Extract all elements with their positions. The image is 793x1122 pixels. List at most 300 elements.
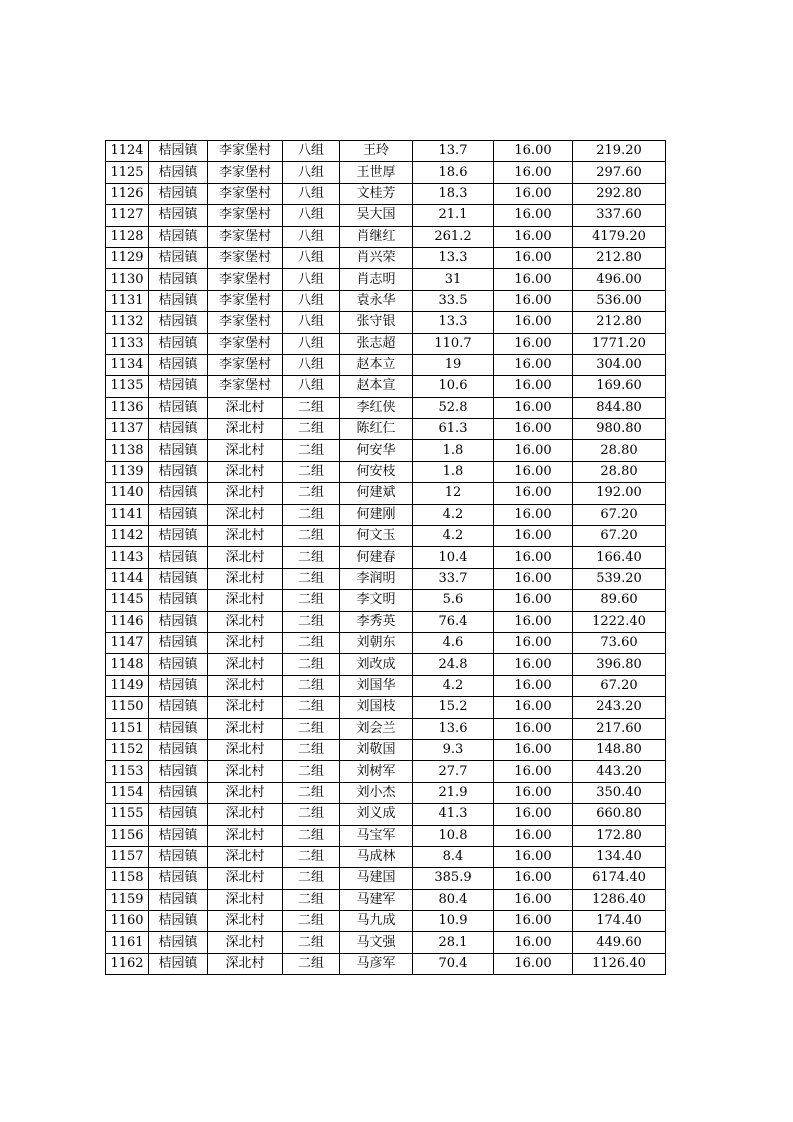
price-cell: 16.00 [494,526,573,547]
price-cell: 16.00 [494,483,573,504]
town-cell: 桔园镇 [149,889,208,910]
amount-cell: 1771.20 [573,333,666,354]
area-cell: 13.3 [413,247,494,268]
area-cell: 28.1 [413,932,494,953]
group-cell: 二组 [283,632,340,653]
table-row [106,675,666,696]
price-cell: 16.00 [494,932,573,953]
name-cell: 陈红仁 [340,419,413,440]
price-cell: 16.00 [494,290,573,311]
subsidy-table [105,140,666,975]
row-number: 1149 [106,675,149,696]
group-cell: 二组 [283,568,340,589]
village-cell: 李家堡村 [208,290,283,311]
area-cell: 385.9 [413,868,494,889]
group-cell: 二组 [283,889,340,910]
name-cell: 何建刚 [340,504,413,525]
price-cell: 16.00 [494,654,573,675]
row-number: 1162 [106,953,149,974]
price-cell: 16.00 [494,590,573,611]
group-cell: 二组 [283,611,340,632]
area-cell: 4.2 [413,504,494,525]
row-number: 1127 [106,205,149,226]
name-cell: 张守银 [340,312,413,333]
amount-cell: 219.20 [573,141,666,162]
group-cell: 八组 [283,312,340,333]
name-cell: 肖兴荣 [340,247,413,268]
group-cell: 二组 [283,461,340,482]
village-cell: 深北村 [208,718,283,739]
amount-cell: 350.40 [573,782,666,803]
table-row [106,205,666,226]
name-cell: 李秀英 [340,611,413,632]
group-cell: 二组 [283,504,340,525]
row-number: 1147 [106,632,149,653]
row-number: 1137 [106,419,149,440]
price-cell: 16.00 [494,568,573,589]
group-cell: 二组 [283,697,340,718]
group-cell: 二组 [283,483,340,504]
amount-cell: 539.20 [573,568,666,589]
table-row [106,761,666,782]
price-cell: 16.00 [494,183,573,204]
group-cell: 二组 [283,419,340,440]
amount-cell: 169.60 [573,376,666,397]
price-cell: 16.00 [494,205,573,226]
row-number: 1155 [106,804,149,825]
town-cell: 桔园镇 [149,333,208,354]
price-cell: 16.00 [494,953,573,974]
table-row [106,654,666,675]
area-cell: 10.6 [413,376,494,397]
village-cell: 深北村 [208,697,283,718]
price-cell: 16.00 [494,162,573,183]
amount-cell: 134.40 [573,846,666,867]
town-cell: 桔园镇 [149,269,208,290]
name-cell: 马建国 [340,868,413,889]
row-number: 1153 [106,761,149,782]
town-cell: 桔园镇 [149,868,208,889]
amount-cell: 28.80 [573,461,666,482]
table-row [106,526,666,547]
table-row [106,397,666,418]
price-cell: 16.00 [494,739,573,760]
group-cell: 八组 [283,141,340,162]
price-cell: 16.00 [494,461,573,482]
group-cell: 二组 [283,590,340,611]
area-cell: 31 [413,269,494,290]
village-cell: 深北村 [208,397,283,418]
row-number: 1144 [106,568,149,589]
row-number: 1154 [106,782,149,803]
table-row [106,440,666,461]
amount-cell: 4179.20 [573,226,666,247]
village-cell: 深北村 [208,911,283,932]
row-number: 1157 [106,846,149,867]
table-row [106,141,666,162]
area-cell: 80.4 [413,889,494,910]
table-row [106,483,666,504]
price-cell: 16.00 [494,504,573,525]
village-cell: 深北村 [208,461,283,482]
name-cell: 何安枝 [340,461,413,482]
group-cell: 二组 [283,868,340,889]
village-cell: 李家堡村 [208,269,283,290]
town-cell: 桔园镇 [149,247,208,268]
town-cell: 桔园镇 [149,483,208,504]
table-row [106,804,666,825]
table-row [106,782,666,803]
amount-cell: 396.80 [573,654,666,675]
price-cell: 16.00 [494,761,573,782]
table-row [106,697,666,718]
price-cell: 16.00 [494,547,573,568]
area-cell: 13.7 [413,141,494,162]
table-row [106,889,666,910]
row-number: 1125 [106,162,149,183]
town-cell: 桔园镇 [149,697,208,718]
amount-cell: 337.60 [573,205,666,226]
row-number: 1129 [106,247,149,268]
group-cell: 二组 [283,440,340,461]
table-row [106,354,666,375]
amount-cell: 1222.40 [573,611,666,632]
price-cell: 16.00 [494,846,573,867]
price-cell: 16.00 [494,397,573,418]
price-cell: 16.00 [494,825,573,846]
row-number: 1142 [106,526,149,547]
town-cell: 桔园镇 [149,504,208,525]
table-row [106,269,666,290]
town-cell: 桔园镇 [149,312,208,333]
name-cell: 马宝军 [340,825,413,846]
group-cell: 二组 [283,846,340,867]
group-cell: 八组 [283,183,340,204]
row-number: 1131 [106,290,149,311]
village-cell: 深北村 [208,675,283,696]
group-cell: 二组 [283,825,340,846]
area-cell: 21.9 [413,782,494,803]
group-cell: 二组 [283,911,340,932]
town-cell: 桔园镇 [149,397,208,418]
village-cell: 深北村 [208,440,283,461]
name-cell: 刘会兰 [340,718,413,739]
area-cell: 19 [413,354,494,375]
group-cell: 八组 [283,290,340,311]
table-row [106,590,666,611]
area-cell: 76.4 [413,611,494,632]
group-cell: 八组 [283,247,340,268]
amount-cell: 844.80 [573,397,666,418]
village-cell: 深北村 [208,868,283,889]
area-cell: 24.8 [413,654,494,675]
table-row [106,932,666,953]
area-cell: 27.7 [413,761,494,782]
amount-cell: 212.80 [573,247,666,268]
price-cell: 16.00 [494,312,573,333]
amount-cell: 660.80 [573,804,666,825]
price-cell: 16.00 [494,141,573,162]
amount-cell: 174.40 [573,911,666,932]
amount-cell: 166.40 [573,547,666,568]
row-number: 1133 [106,333,149,354]
row-number: 1139 [106,461,149,482]
row-number: 1130 [106,269,149,290]
village-cell: 深北村 [208,761,283,782]
group-cell: 二组 [283,953,340,974]
row-number: 1160 [106,911,149,932]
town-cell: 桔园镇 [149,547,208,568]
group-cell: 二组 [283,932,340,953]
amount-cell: 148.80 [573,739,666,760]
row-number: 1150 [106,697,149,718]
amount-cell: 67.20 [573,675,666,696]
row-number: 1152 [106,739,149,760]
price-cell: 16.00 [494,675,573,696]
name-cell: 肖志明 [340,269,413,290]
area-cell: 15.2 [413,697,494,718]
row-number: 1158 [106,868,149,889]
table-row [106,718,666,739]
village-cell: 李家堡村 [208,226,283,247]
row-number: 1161 [106,932,149,953]
village-cell: 李家堡村 [208,376,283,397]
group-cell: 八组 [283,376,340,397]
amount-cell: 1126.40 [573,953,666,974]
village-cell: 李家堡村 [208,141,283,162]
row-number: 1141 [106,504,149,525]
group-cell: 二组 [283,397,340,418]
town-cell: 桔园镇 [149,162,208,183]
village-cell: 深北村 [208,632,283,653]
town-cell: 桔园镇 [149,911,208,932]
name-cell: 何建春 [340,547,413,568]
table-row [106,290,666,311]
table-row [106,419,666,440]
row-number: 1128 [106,226,149,247]
group-cell: 二组 [283,804,340,825]
name-cell: 马建军 [340,889,413,910]
village-cell: 深北村 [208,782,283,803]
amount-cell: 536.00 [573,290,666,311]
name-cell: 刘敬国 [340,739,413,760]
group-cell: 八组 [283,162,340,183]
group-cell: 二组 [283,739,340,760]
area-cell: 12 [413,483,494,504]
price-cell: 16.00 [494,804,573,825]
group-cell: 八组 [283,205,340,226]
group-cell: 八组 [283,333,340,354]
town-cell: 桔园镇 [149,932,208,953]
village-cell: 深北村 [208,590,283,611]
table-row [106,226,666,247]
table-row [106,953,666,974]
town-cell: 桔园镇 [149,739,208,760]
name-cell: 何建斌 [340,483,413,504]
group-cell: 二组 [283,526,340,547]
area-cell: 5.6 [413,590,494,611]
area-cell: 10.4 [413,547,494,568]
area-cell: 4.2 [413,675,494,696]
amount-cell: 292.80 [573,183,666,204]
name-cell: 王玲 [340,141,413,162]
name-cell: 何安华 [340,440,413,461]
village-cell: 深北村 [208,889,283,910]
town-cell: 桔园镇 [149,419,208,440]
area-cell: 10.9 [413,911,494,932]
amount-cell: 6174.40 [573,868,666,889]
area-cell: 110.7 [413,333,494,354]
town-cell: 桔园镇 [149,440,208,461]
area-cell: 52.8 [413,397,494,418]
town-cell: 桔园镇 [149,354,208,375]
table-row [106,611,666,632]
row-number: 1145 [106,590,149,611]
area-cell: 1.8 [413,461,494,482]
row-number: 1156 [106,825,149,846]
amount-cell: 443.20 [573,761,666,782]
village-cell: 深北村 [208,526,283,547]
village-cell: 深北村 [208,654,283,675]
table-row [106,911,666,932]
town-cell: 桔园镇 [149,825,208,846]
price-cell: 16.00 [494,247,573,268]
name-cell: 李润明 [340,568,413,589]
row-number: 1138 [106,440,149,461]
name-cell: 刘国枝 [340,697,413,718]
area-cell: 9.3 [413,739,494,760]
name-cell: 刘改成 [340,654,413,675]
price-cell: 16.00 [494,889,573,910]
row-number: 1146 [106,611,149,632]
price-cell: 16.00 [494,376,573,397]
village-cell: 深北村 [208,846,283,867]
amount-cell: 980.80 [573,419,666,440]
group-cell: 二组 [283,718,340,739]
village-cell: 深北村 [208,611,283,632]
area-cell: 41.3 [413,804,494,825]
price-cell: 16.00 [494,911,573,932]
row-number: 1124 [106,141,149,162]
village-cell: 深北村 [208,953,283,974]
amount-cell: 89.60 [573,590,666,611]
name-cell: 赵本宣 [340,376,413,397]
amount-cell: 192.00 [573,483,666,504]
town-cell: 桔园镇 [149,611,208,632]
amount-cell: 67.20 [573,504,666,525]
row-number: 1140 [106,483,149,504]
name-cell: 刘小杰 [340,782,413,803]
group-cell: 二组 [283,654,340,675]
amount-cell: 73.60 [573,632,666,653]
village-cell: 李家堡村 [208,354,283,375]
amount-cell: 28.80 [573,440,666,461]
town-cell: 桔园镇 [149,590,208,611]
area-cell: 4.2 [413,526,494,547]
price-cell: 16.00 [494,868,573,889]
area-cell: 18.3 [413,183,494,204]
price-cell: 16.00 [494,782,573,803]
group-cell: 八组 [283,269,340,290]
table-row [106,183,666,204]
town-cell: 桔园镇 [149,953,208,974]
name-cell: 袁永华 [340,290,413,311]
row-number: 1151 [106,718,149,739]
area-cell: 61.3 [413,419,494,440]
name-cell: 肖继红 [340,226,413,247]
town-cell: 桔园镇 [149,632,208,653]
village-cell: 李家堡村 [208,333,283,354]
name-cell: 王世厚 [340,162,413,183]
price-cell: 16.00 [494,333,573,354]
town-cell: 桔园镇 [149,718,208,739]
town-cell: 桔园镇 [149,141,208,162]
row-number: 1136 [106,397,149,418]
village-cell: 深北村 [208,547,283,568]
row-number: 1132 [106,312,149,333]
table-row [106,312,666,333]
area-cell: 10.8 [413,825,494,846]
row-number: 1126 [106,183,149,204]
town-cell: 桔园镇 [149,526,208,547]
table-row [106,825,666,846]
amount-cell: 297.60 [573,162,666,183]
name-cell: 刘树军 [340,761,413,782]
village-cell: 深北村 [208,804,283,825]
town-cell: 桔园镇 [149,461,208,482]
name-cell: 张志超 [340,333,413,354]
price-cell: 16.00 [494,440,573,461]
town-cell: 桔园镇 [149,782,208,803]
name-cell: 赵本立 [340,354,413,375]
amount-cell: 496.00 [573,269,666,290]
price-cell: 16.00 [494,697,573,718]
table-body [106,141,666,975]
village-cell: 深北村 [208,739,283,760]
price-cell: 16.00 [494,718,573,739]
town-cell: 桔园镇 [149,205,208,226]
name-cell: 李红侠 [340,397,413,418]
name-cell: 马文强 [340,932,413,953]
town-cell: 桔园镇 [149,675,208,696]
village-cell: 深北村 [208,932,283,953]
row-number: 1143 [106,547,149,568]
row-number: 1135 [106,376,149,397]
group-cell: 二组 [283,547,340,568]
group-cell: 二组 [283,782,340,803]
amount-cell: 172.80 [573,825,666,846]
amount-cell: 217.60 [573,718,666,739]
table-row [106,461,666,482]
town-cell: 桔园镇 [149,290,208,311]
amount-cell: 1286.40 [573,889,666,910]
name-cell: 李文明 [340,590,413,611]
area-cell: 261.2 [413,226,494,247]
name-cell: 马彦军 [340,953,413,974]
village-cell: 李家堡村 [208,205,283,226]
town-cell: 桔园镇 [149,226,208,247]
table-row [106,868,666,889]
name-cell: 刘朝东 [340,632,413,653]
area-cell: 33.5 [413,290,494,311]
amount-cell: 212.80 [573,312,666,333]
town-cell: 桔园镇 [149,761,208,782]
village-cell: 深北村 [208,419,283,440]
village-cell: 李家堡村 [208,312,283,333]
town-cell: 桔园镇 [149,804,208,825]
town-cell: 桔园镇 [149,846,208,867]
price-cell: 16.00 [494,226,573,247]
